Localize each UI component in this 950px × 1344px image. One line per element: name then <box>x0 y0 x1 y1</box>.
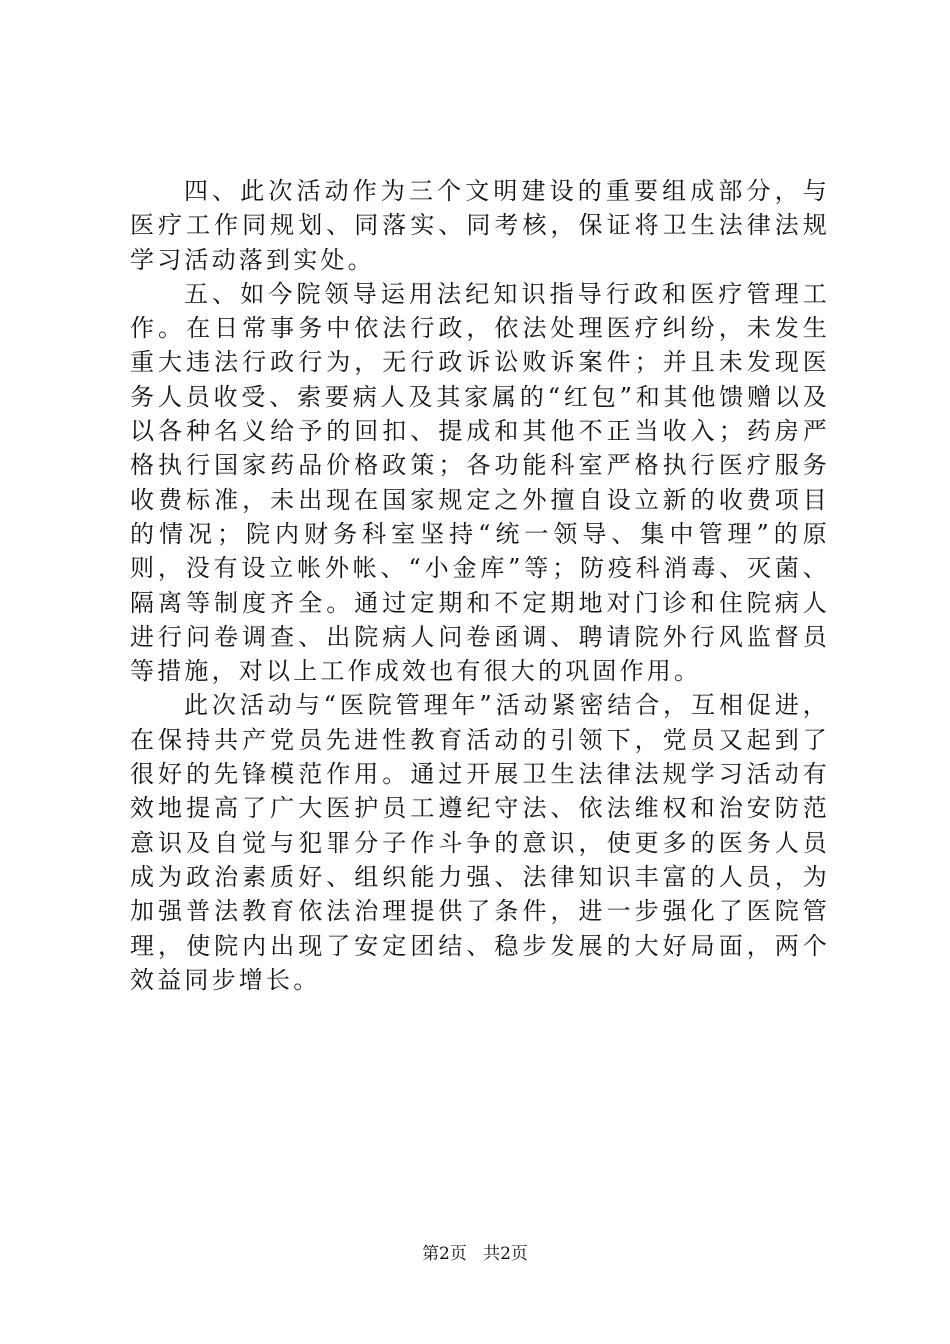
page-footer <box>0 1243 950 1265</box>
paragraph-five: 五、如今院领导运用法纪知识指导行政和医疗管理工作。在日常事务中依法行政，依法处理医疗纠纷，未发生重大违法行政行为，无行政诉讼败诉案件；并且未发现医务人员收受、索要病人及其家属的“红包”和其他馈赠以及以各种名义给予的回扣、提成和其他不正当收入；药房严格执行国家药品价格政策；各功能科室严格执行医疗服务收费标准，未出现在国家规定之外擅自设立新的收费项目的情况；院内财务科室坚持“统一领导、集中管理”的原则，没有设立帐外帐、“小金库”等；防疫科消毒、灭菌、隔离等制度齐全。通过定期和不定期地对门诊和住院病人进行问卷调查、出院病人问卷函调、聘请院外行风监督员等措施，对以上工作成效也有很大的巩固作用。 <box>130 279 830 686</box>
paragraph-four: 四、此次活动作为三个文明建设的重要组成部分，与医疗工作同规划、同落实、同考核，保证将卫生法律法规学习活动落到实处。 <box>130 177 830 274</box>
document-body <box>130 174 830 997</box>
paragraph-conclusion: 此次活动与“医院管理年”活动紧密结合，互相促进，在保持共产党员先进性教育活动的引领下，党员又起到了很好的先锋模范作用。通过开展卫生法律法规学习活动有效地提高了广大医护员工遵纪守法、依法维权和治安防范意识及自觉与犯罪分子作斗争的意识，使更多的医务人员成为政治素质好、组织能力强、法律知识丰富的人员，为加强普法教育依法治理提供了条件，进一步强化了医院管理，使院内出现了安定团结、稳步发展的大好局面，两个效益同步增长。 <box>130 691 830 994</box>
page-number: 第2页 <box>422 1244 467 1264</box>
footer-spacer <box>472 1244 477 1264</box>
page-total: 共2页 <box>483 1244 528 1264</box>
